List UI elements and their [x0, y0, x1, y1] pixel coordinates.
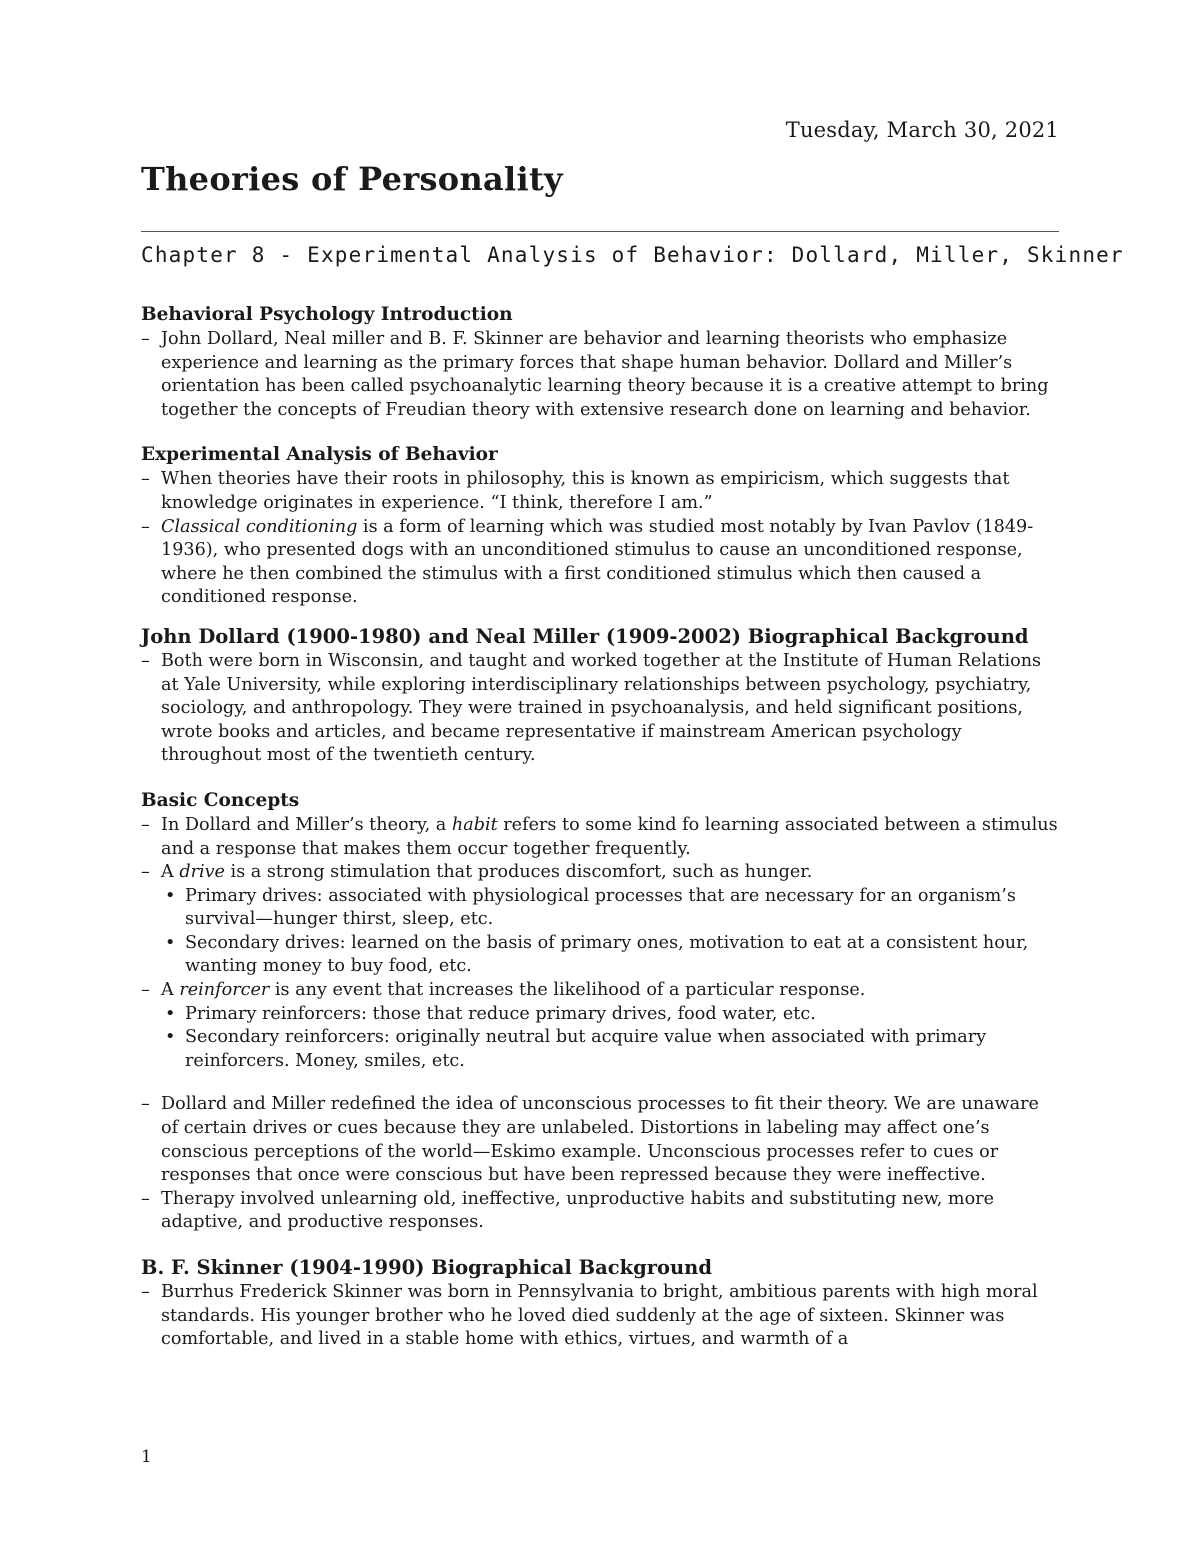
- sub-list-item: • Secondary drives: learned on the basis of primary ones, motivation to eat at a consistent hour, wanting money to buy food, etc.: [161, 932, 1061, 979]
- bullet-list: [141, 468, 1061, 610]
- list-item: [141, 814, 1061, 861]
- list-item: – Dollard and Miller redefined the idea of unconscious processes to fit their theory. We are unaware of certain drives or cues because they are unlabeled. Distortions in labeling may affect one’s conscious perceptions of the world—Eskimo example. Unconscious processes refer to cues or responses that once were conscious but have been repressed because they were ineffective.: [141, 1093, 1061, 1187]
- section-experimental-analysis: [141, 442, 1061, 610]
- list-item: – John Dollard, Neal miller and B. F. Skinner are behavior and learning theorists who emphasize experience and learning as the primary forces that shape human behavior. Dollard and Miller’s orientation has been called psychoanalytic learning theory because it is a creative attempt to bring together the concepts of Freudian theory with extensive research done on learning and behavior.: [141, 328, 1061, 422]
- list-item-text: refers to some kind fo learning associated between a stimulus and a response that makes them occur together frequently.: [161, 814, 1058, 859]
- sub-list-item: • Secondary reinforcers: originally neutral but acquire value when associated with primary reinforcers. Money, smiles, etc.: [161, 1026, 1061, 1073]
- sub-list-item: • Primary reinforcers: those that reduce primary drives, food water, etc.: [161, 1003, 1061, 1027]
- section-basic-concepts: [141, 788, 1061, 1235]
- section-heading: Behavioral Psychology Introduction: [141, 304, 513, 325]
- list-item-text: is a form of learning which was studied most notably by Ivan Pavlov (1849-1936), who presented dogs with an unconditioned stimulus to cause an unconditioned response, where he then combined the stimulus with a first conditioned stimulus which then caused a conditioned response.: [161, 516, 1034, 608]
- list-item: – When theories have their roots in philosophy, this is known as empiricism, which suggests that knowledge originates in experience. “I think, therefore I am.”: [141, 468, 1061, 515]
- list-item-text: In Dollard and Miller’s theory, a: [161, 814, 452, 835]
- section-heading: B. F. Skinner (1904-1990) Biographical Background: [141, 1256, 712, 1279]
- list-item-text: A: [161, 980, 180, 1001]
- sub-bullet-list: [161, 885, 1061, 979]
- bullet-list: [141, 650, 1061, 768]
- bullet-list: [141, 814, 1061, 1074]
- list-item: – Burrhus Frederick Skinner was born in Pennsylvania to bright, ambitious parents with high moral standards. His younger brother who he loved died suddenly at the age of sixteen. Skinner was comfortable, and lived in a stable home with ethics, virtues, and warmth of a: [141, 1281, 1061, 1352]
- bullet-list: [141, 1281, 1061, 1352]
- document-body: [141, 302, 1061, 1352]
- list-item-text: A: [161, 862, 180, 883]
- list-item: – Both were born in Wisconsin, and taught and worked together at the Institute of Human Relations at Yale University, while exploring interdisciplinary relationships between psychology, psychiatry, sociology, and anthropology. They were trained in psychoanalysis, and held significant positions, wrote books and articles, and became representative if mainstream American psychology throughout most of the twentieth century.: [141, 650, 1061, 768]
- list-item: [141, 979, 1061, 1073]
- emphasis-text: drive: [179, 862, 225, 883]
- section-heading: Experimental Analysis of Behavior: [141, 444, 498, 466]
- section-intro: [141, 302, 1061, 422]
- sub-bullet-list: [161, 1003, 1061, 1074]
- spacer: [141, 610, 1061, 624]
- section-heading: Basic Concepts: [141, 789, 300, 811]
- title-divider: [141, 231, 1059, 232]
- document-date: Tuesday, March 30, 2021: [785, 118, 1059, 142]
- emphasis-text: Classical conditioning: [161, 516, 358, 537]
- spacer: [141, 1073, 1061, 1093]
- section-skinner-bio: [141, 1255, 1061, 1352]
- section-heading: John Dollard (1900-1980) and Neal Miller (1909-2002) Biographical Background: [141, 624, 1029, 648]
- bullet-list: [141, 1093, 1061, 1235]
- bullet-list: [141, 328, 1061, 422]
- spacer: [141, 1235, 1061, 1255]
- spacer: [141, 422, 1061, 442]
- emphasis-text: reinforcer: [179, 980, 270, 1001]
- sub-list-item: • Primary drives: associated with physiological processes that are necessary for an organism’s survival—hunger thirst, sleep, etc.: [161, 885, 1061, 932]
- emphasis-text: habit: [451, 814, 498, 835]
- list-item: – Therapy involved unlearning old, ineffective, unproductive habits and substituting new, more adaptive, and productive responses.: [141, 1188, 1061, 1235]
- spacer: [141, 768, 1061, 788]
- list-item: [141, 861, 1061, 979]
- page-number: 1: [141, 1447, 152, 1467]
- section-dollard-miller-bio: [141, 624, 1061, 768]
- document-title: Theories of Personality: [141, 160, 563, 198]
- list-item: [141, 516, 1061, 610]
- chapter-heading: Chapter 8 - Experimental Analysis of Behavior: Dollard, Miller, Skinner: [141, 243, 1124, 267]
- list-item-text: is any event that increases the likelihood of a particular response.: [269, 980, 866, 1001]
- list-item-text: is a strong stimulation that produces discomfort, such as hunger.: [224, 862, 813, 883]
